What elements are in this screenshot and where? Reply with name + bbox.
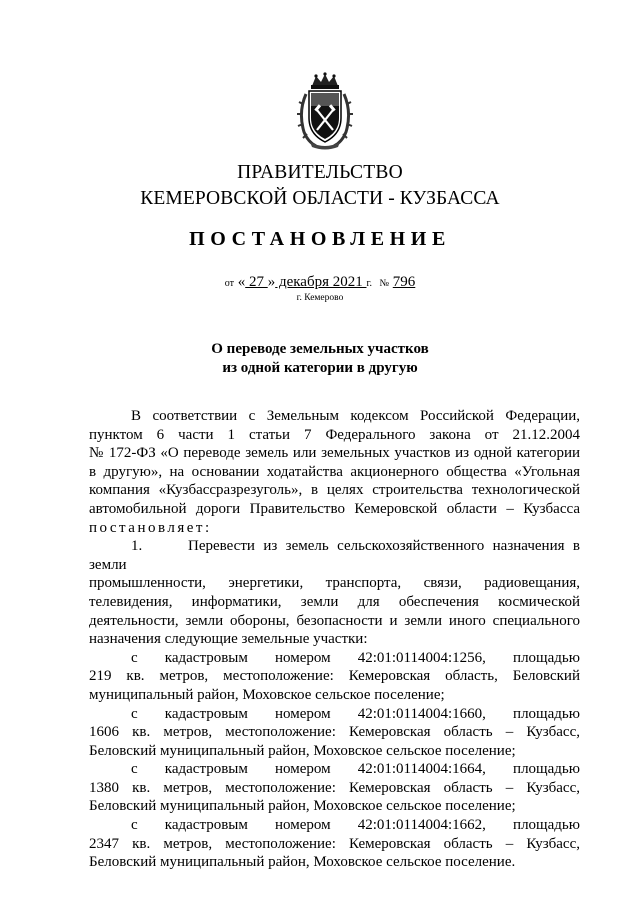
land-plot-area: 1380 кв. метров, местоположение: Кемеровская область – Кузбасс, [89, 779, 580, 796]
item1-text: Перевести из земель сельскохозяйственного назначения в земли [89, 538, 580, 573]
date-month-year: декабря 2021 [275, 274, 367, 290]
land-plot-location: Беловский муниципальный район, Моховское сельское поселение; [89, 798, 516, 815]
date-day: 27 [245, 274, 268, 290]
intro-line: компания «Кузбассразрезуголь», в целях строительства технологической [89, 482, 580, 499]
lot-word: кадастровым [164, 817, 248, 834]
subject-line1: О переводе земельных участков [211, 341, 429, 357]
lot-word: кадастровым [164, 649, 248, 666]
document-body [89, 407, 580, 872]
item1-line: деятельности, земли обороны, безопасности и земли иного специального [89, 612, 580, 629]
government-title-line2: КЕМЕРОВСКОЙ ОБЛАСТИ - КУЗБАССА [140, 188, 500, 209]
cadastral-number: 42:01:0114004:1662, [357, 817, 486, 834]
intro-line: В соответствии с Земельным кодексом Российской Федерации, [131, 408, 580, 424]
lot-word: с [131, 649, 138, 666]
lot-word: площадью [513, 649, 580, 666]
item1-number: 1. [131, 538, 143, 555]
resolves-word: постановляет: [89, 519, 212, 536]
date-prefix: от [224, 278, 234, 289]
document-number: 796 [392, 274, 416, 290]
land-plot [89, 816, 580, 872]
number-sign: № [379, 278, 390, 289]
lot-word: с [131, 705, 138, 722]
intro-line: автомобильной дороги Правительство Кемеровской области – Кузбасса [89, 500, 580, 517]
lot-word: номером [274, 649, 331, 666]
government-title-line1: ПРАВИТЕЛЬСТВО [237, 162, 403, 183]
land-plot-area: 2347 кв. метров, местоположение: Кемеровская область – Кузбасс, [89, 835, 580, 852]
land-plot [89, 649, 580, 705]
lot-word: номером [274, 761, 331, 778]
item1-line: телевидения, информатики, земли для обеспечения космической [89, 593, 580, 610]
intro-line: № 172-ФЗ «О переводе земель или земельных участков из одной категории [89, 445, 580, 462]
lot-word: с [131, 761, 138, 778]
land-plot-header [89, 816, 580, 835]
land-plot-header [89, 649, 580, 668]
lot-word: номером [274, 705, 331, 722]
quote-close: » [267, 274, 276, 290]
lot-word: площадью [513, 817, 580, 834]
land-plot-header [89, 705, 580, 724]
lot-word: кадастровым [164, 761, 248, 778]
intro-line: пунктом 6 части 1 статьи 7 Федерального закона от 21.12.2004 [89, 426, 580, 443]
lot-word: номером [274, 817, 331, 834]
cadastral-number: 42:01:0114004:1256, [357, 649, 486, 666]
lot-word: площадью [513, 761, 580, 778]
land-plot-location: муниципальный район, Моховское сельское поселение; [89, 686, 445, 703]
document-dateline [0, 274, 640, 291]
land-plot-header [89, 760, 580, 779]
land-plot-location: Беловский муниципальный район, Моховское сельское поселение. [89, 854, 516, 871]
land-plot-location: Беловский муниципальный район, Моховское сельское поселение; [89, 742, 516, 759]
land-plot-area: 219 кв. метров, местоположение: Кемеровская область, Беловский [89, 668, 580, 685]
year-abbr: г. [366, 278, 372, 289]
city-label: г. Кемерово [296, 293, 344, 303]
cadastral-number: 42:01:0114004:1660, [357, 705, 486, 722]
document-subject [0, 340, 640, 378]
intro-line: в другую», на основании ходатайства акционерного общества «Угольная [89, 463, 580, 480]
subject-line2: из одной категории в другую [222, 360, 418, 376]
item1-line: промышленности, энергетики, транспорта, связи, радиовещания, [89, 575, 580, 592]
kemerovo-coat-of-arms-icon [294, 72, 356, 150]
item1-line: назначения следующие земельные участки: [89, 631, 368, 648]
lot-word: с [131, 817, 138, 834]
lot-word: кадастровым [164, 705, 248, 722]
lot-word: площадью [513, 705, 580, 722]
land-plot [89, 760, 580, 816]
quote-open: « [237, 274, 246, 290]
cadastral-number: 42:01:0114004:1664, [357, 761, 486, 778]
land-plot-area: 1606 кв. метров, местоположение: Кемеровская область – Кузбасс, [89, 724, 580, 741]
item1-line [89, 537, 580, 574]
document-type-title: ПОСТАНОВЛЕНИЕ [189, 228, 451, 250]
land-plot [89, 705, 580, 761]
